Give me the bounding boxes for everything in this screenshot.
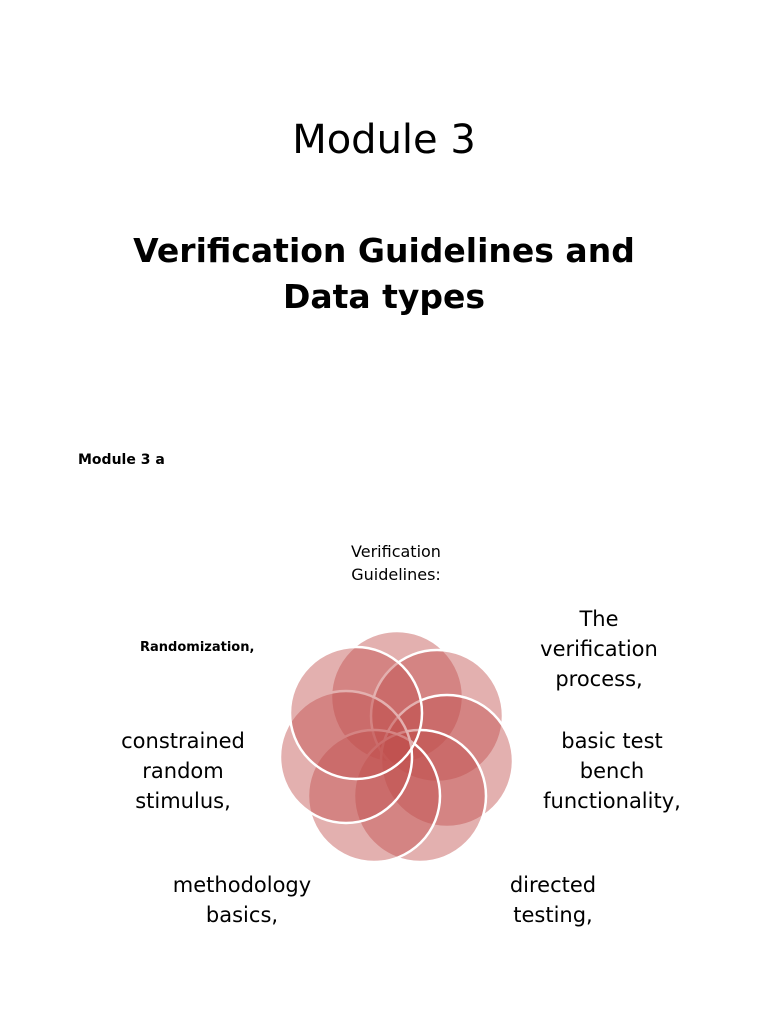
item-constrained-random: [104, 726, 262, 816]
center-label-line-1: Verification: [351, 542, 441, 561]
item-line: process,: [555, 667, 643, 691]
item-line: verification: [540, 637, 658, 661]
item-line: bench: [579, 759, 645, 783]
petal-circle-7: [290, 647, 422, 779]
page-title: Module 3: [292, 117, 476, 163]
item-line: basic test: [561, 729, 663, 753]
section-label: Module 3 a: [78, 452, 165, 468]
subtitle-line-1: Verification Guidelines and: [133, 231, 635, 270]
item-line: random: [142, 759, 224, 783]
item-line: constrained: [121, 729, 245, 753]
center-label: [300, 540, 492, 586]
center-label-line-2: Guidelines:: [351, 565, 441, 584]
item-directed-testing: [486, 870, 620, 930]
item-line: The: [579, 607, 619, 631]
item-line: testing,: [513, 903, 593, 927]
item-line: directed: [509, 873, 597, 897]
petal-group: [280, 631, 513, 862]
subtitle-line-2: Data types: [282, 277, 486, 316]
item-line: stimulus,: [135, 789, 231, 813]
item-line: functionality,: [543, 789, 681, 813]
item-methodology-basics: [152, 870, 332, 930]
item-randomization: Randomization,: [140, 640, 255, 655]
item-verification-process: [520, 604, 678, 694]
item-line: basics,: [205, 903, 279, 927]
item-basic-test-bench: [528, 726, 696, 816]
item-line: methodology: [172, 873, 312, 897]
